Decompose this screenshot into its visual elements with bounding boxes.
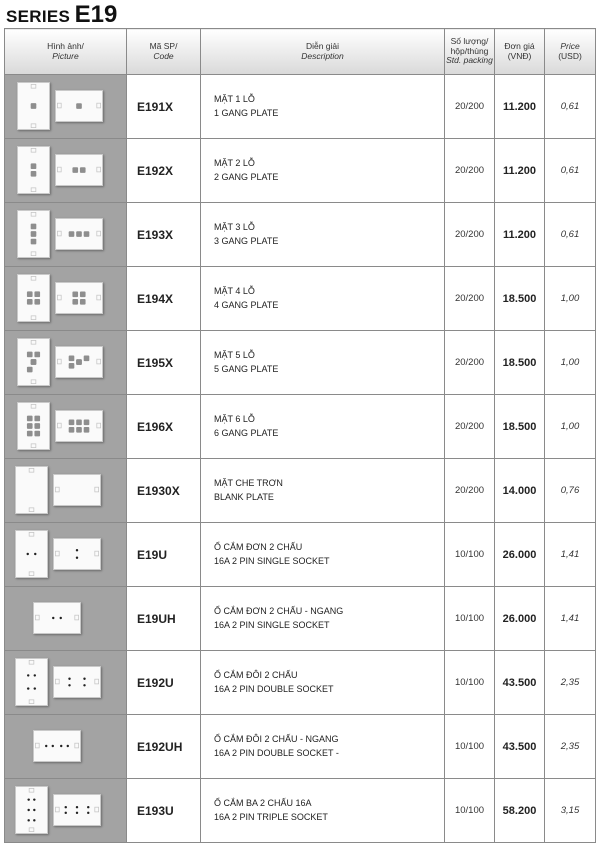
- price-vnd: 18.500: [495, 395, 545, 459]
- price-table: [4, 28, 596, 843]
- packing-value: 10/100: [445, 779, 495, 843]
- 3-gang-plate-icon: [5, 203, 127, 267]
- price-vnd: 43.500: [495, 715, 545, 779]
- product-description: [201, 523, 445, 587]
- description-en: 16A 2 PIN SINGLE SOCKET: [214, 619, 330, 630]
- blank-plate-icon: [5, 459, 127, 523]
- product-code: E19U: [127, 523, 201, 587]
- price-usd: 0,76: [545, 459, 596, 523]
- packing-value: 20/200: [445, 203, 495, 267]
- description-en: 5 GANG PLATE: [214, 363, 279, 374]
- price-usd: 1,00: [545, 395, 596, 459]
- triple-socket-icon: [5, 779, 127, 843]
- product-description: [201, 203, 445, 267]
- description-en: 16A 2 PIN DOUBLE SOCKET -: [214, 747, 339, 758]
- description-vn: Ổ CẮM BA 2 CHẤU 16A: [214, 798, 312, 809]
- product-code: E193U: [127, 779, 201, 843]
- product-description: [201, 75, 445, 139]
- description-en: 16A 2 PIN SINGLE SOCKET: [214, 555, 330, 566]
- price-vnd: 26.000: [495, 587, 545, 651]
- price-vnd: 26.000: [495, 523, 545, 587]
- description-vn: MẶT 6 LỖ: [214, 414, 255, 425]
- packing-value: 10/100: [445, 651, 495, 715]
- table-row: [5, 267, 596, 331]
- 6-gang-plate-icon: [5, 395, 127, 459]
- 2-gang-plate-icon: [5, 139, 127, 203]
- description-vn: MẶT CHE TRƠN: [214, 478, 283, 489]
- price-vnd: 11.200: [495, 139, 545, 203]
- price-vnd: 43.500: [495, 651, 545, 715]
- product-description: [201, 587, 445, 651]
- packing-value: 10/100: [445, 587, 495, 651]
- product-code: E19UH: [127, 587, 201, 651]
- table-row: [5, 715, 596, 779]
- 1-gang-plate-icon: [5, 75, 127, 139]
- single-socket-horizontal-icon: [5, 587, 127, 651]
- double-socket-icon: [5, 651, 127, 715]
- table-row: [5, 587, 596, 651]
- table-row: [5, 203, 596, 267]
- packing-value: 20/200: [445, 459, 495, 523]
- 4-gang-plate-icon: [5, 267, 127, 331]
- price-vnd: 14.000: [495, 459, 545, 523]
- description-en: 4 GANG PLATE: [214, 299, 279, 310]
- table-row: [5, 331, 596, 395]
- table-row: [5, 395, 596, 459]
- table-row: [5, 459, 596, 523]
- packing-value: 20/200: [445, 267, 495, 331]
- 5-gang-plate-icon: [5, 331, 127, 395]
- price-usd: 0,61: [545, 139, 596, 203]
- description-en: 3 GANG PLATE: [214, 235, 279, 246]
- header-price-usd: Price (USD): [545, 29, 596, 75]
- product-code: E194X: [127, 267, 201, 331]
- description-vn: Ổ CẮM ĐƠN 2 CHẤU: [214, 542, 303, 553]
- description-en: 6 GANG PLATE: [214, 427, 279, 438]
- header-code: Mã SP/ Code: [127, 29, 201, 75]
- description-vn: MẶT 4 LỖ: [214, 286, 255, 297]
- description-en: BLANK PLATE: [214, 491, 274, 502]
- product-description: [201, 459, 445, 523]
- description-en: 2 GANG PLATE: [214, 171, 279, 182]
- description-vn: MẶT 2 LỖ: [214, 158, 255, 169]
- header-packing: Số lượng/ hộp/thùng Std. packing: [445, 29, 495, 75]
- series-title: [6, 2, 117, 28]
- product-description: [201, 715, 445, 779]
- packing-value: 10/100: [445, 523, 495, 587]
- packing-value: 20/200: [445, 331, 495, 395]
- description-vn: Ổ CẮM ĐÔI 2 CHẤU: [214, 670, 298, 681]
- price-usd: 1,00: [545, 331, 596, 395]
- description-vn: MẶT 3 LỖ: [214, 222, 255, 233]
- description-vn: MẶT 5 LỖ: [214, 350, 255, 361]
- product-code: E192UH: [127, 715, 201, 779]
- description-en: 16A 2 PIN TRIPLE SOCKET: [214, 811, 328, 822]
- description-vn: Ổ CẮM ĐƠN 2 CHẤU - NGANG: [214, 606, 344, 617]
- product-code: E193X: [127, 203, 201, 267]
- table-row: [5, 651, 596, 715]
- product-description: [201, 395, 445, 459]
- product-description: [201, 651, 445, 715]
- price-vnd: 18.500: [495, 267, 545, 331]
- header-description: Diễn giải Description: [201, 29, 445, 75]
- product-description: [201, 267, 445, 331]
- single-socket-icon: [5, 523, 127, 587]
- header-picture: Hình ảnh/ Picture: [5, 29, 127, 75]
- series-prefix: SERIES: [6, 7, 71, 26]
- double-socket-horizontal-icon: [5, 715, 127, 779]
- price-vnd: 18.500: [495, 331, 545, 395]
- price-usd: 0,61: [545, 203, 596, 267]
- product-code: E196X: [127, 395, 201, 459]
- packing-value: 20/200: [445, 75, 495, 139]
- packing-value: 10/100: [445, 715, 495, 779]
- price-usd: 1,41: [545, 587, 596, 651]
- price-usd: 1,00: [545, 267, 596, 331]
- series-name: E19: [74, 1, 118, 28]
- table-header-row: [5, 29, 596, 75]
- table-row: [5, 523, 596, 587]
- price-usd: 0,61: [545, 75, 596, 139]
- product-description: [201, 139, 445, 203]
- price-vnd: 58.200: [495, 779, 545, 843]
- description-en: 1 GANG PLATE: [214, 107, 279, 118]
- product-code: E1930X: [127, 459, 201, 523]
- header-price-vnd: Đơn giá (VNĐ): [495, 29, 545, 75]
- product-code: E192X: [127, 139, 201, 203]
- price-vnd: 11.200: [495, 203, 545, 267]
- price-usd: 1,41: [545, 523, 596, 587]
- product-description: [201, 779, 445, 843]
- packing-value: 20/200: [445, 395, 495, 459]
- description-vn: Ổ CẮM ĐÔI 2 CHẤU - NGANG: [214, 734, 339, 745]
- product-code: E191X: [127, 75, 201, 139]
- price-usd: 3,15: [545, 779, 596, 843]
- table-row: [5, 75, 596, 139]
- table-row: [5, 139, 596, 203]
- product-code: E195X: [127, 331, 201, 395]
- description-vn: MẶT 1 LỖ: [214, 94, 255, 105]
- product-description: [201, 331, 445, 395]
- price-usd: 2,35: [545, 651, 596, 715]
- price-usd: 2,35: [545, 715, 596, 779]
- packing-value: 20/200: [445, 139, 495, 203]
- description-en: 16A 2 PIN DOUBLE SOCKET: [214, 683, 334, 694]
- price-vnd: 11.200: [495, 75, 545, 139]
- table-row: [5, 779, 596, 843]
- product-code: E192U: [127, 651, 201, 715]
